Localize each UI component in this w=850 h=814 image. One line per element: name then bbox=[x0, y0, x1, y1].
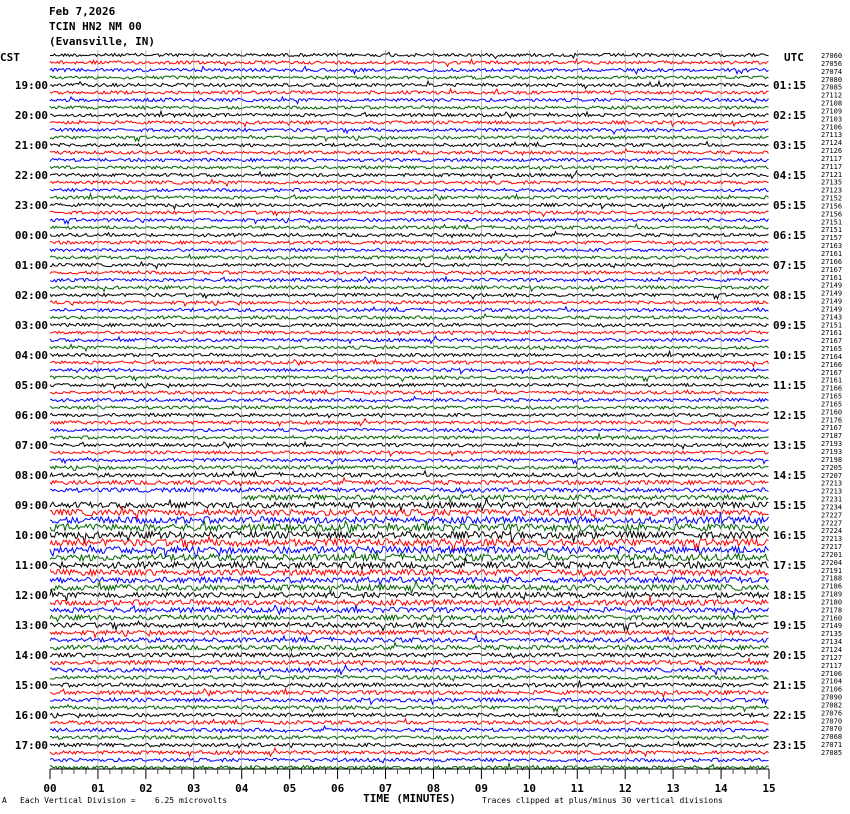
seismic-trace bbox=[50, 97, 769, 104]
trace-value-label: 27068 bbox=[821, 733, 843, 742]
seismic-trace bbox=[50, 111, 769, 118]
utc-hour-label: 20:15 bbox=[773, 649, 807, 662]
seismic-trace bbox=[50, 106, 769, 109]
utc-hour-label: 15:15 bbox=[773, 499, 807, 512]
seismic-trace bbox=[50, 59, 769, 66]
trace-value-label: 27124 bbox=[821, 139, 843, 148]
cst-hour-label: 11:00 bbox=[14, 559, 48, 572]
left-timezone-label: CST bbox=[0, 51, 20, 64]
trace-value-label: 27076 bbox=[821, 709, 843, 718]
seismic-trace bbox=[50, 630, 769, 637]
seismic-trace bbox=[50, 254, 769, 261]
seismic-trace bbox=[50, 203, 769, 208]
seismic-trace bbox=[50, 643, 769, 651]
x-axis-label: TIME (MINUTES) bbox=[363, 792, 456, 805]
trace-value-label: 27121 bbox=[821, 170, 843, 179]
trace-value-label: 27189 bbox=[821, 590, 843, 599]
trace-value-label: 27103 bbox=[821, 115, 843, 124]
trace-value-label: 27193 bbox=[821, 448, 843, 456]
x-tick-label: 13 bbox=[666, 782, 680, 795]
trace-group bbox=[50, 52, 769, 770]
seismic-trace bbox=[50, 532, 769, 544]
seismic-trace bbox=[50, 232, 769, 238]
x-tick-label: 03 bbox=[187, 782, 201, 795]
trace-value-label: 27161 bbox=[821, 250, 843, 258]
trace-value-label: 27090 bbox=[821, 693, 843, 702]
seismic-trace bbox=[50, 67, 769, 74]
cst-hour-label: 07:00 bbox=[14, 439, 48, 452]
seismic-trace bbox=[50, 742, 769, 748]
trace-value-label: 27085 bbox=[821, 748, 843, 757]
x-tick-label: 02 bbox=[139, 782, 153, 795]
utc-hour-label: 21:15 bbox=[773, 679, 807, 692]
utc-hour-label: 03:15 bbox=[773, 139, 807, 152]
trace-value-label: 27187 bbox=[821, 432, 843, 441]
cst-hour-label: 12:00 bbox=[14, 589, 48, 602]
seismic-trace bbox=[50, 277, 769, 283]
seismic-trace bbox=[50, 478, 769, 486]
trace-value-label: 27198 bbox=[821, 455, 843, 464]
seismic-trace bbox=[50, 577, 769, 585]
seismic-trace bbox=[50, 331, 769, 335]
trace-value-label: 27152 bbox=[821, 194, 843, 203]
trace-value-label: 27135 bbox=[821, 630, 843, 639]
utc-hour-label: 19:15 bbox=[773, 619, 807, 632]
trace-value-label: 27106 bbox=[821, 123, 843, 132]
seismic-trace bbox=[50, 419, 769, 426]
seismic-trace bbox=[50, 218, 769, 224]
seismic-trace bbox=[50, 179, 769, 186]
trace-value-label: 27149 bbox=[821, 289, 843, 298]
seismic-trace bbox=[50, 434, 769, 440]
x-tick-label: 08 bbox=[426, 782, 441, 795]
seismic-trace bbox=[50, 488, 769, 493]
trace-value-label: 27160 bbox=[821, 614, 843, 623]
seismic-trace bbox=[50, 300, 769, 306]
utc-hour-label: 04:15 bbox=[773, 169, 807, 182]
trace-value-label: 27151 bbox=[821, 218, 843, 227]
seismic-trace bbox=[50, 736, 769, 740]
seismic-trace bbox=[50, 89, 769, 94]
trace-value-label: 27166 bbox=[821, 360, 843, 369]
trace-value-label: 27176 bbox=[821, 416, 843, 425]
trace-value-label: 27224 bbox=[821, 527, 843, 536]
trace-value-label: 27204 bbox=[821, 558, 843, 567]
trace-value-label: 27234 bbox=[821, 503, 843, 512]
trace-value-label: 27166 bbox=[821, 257, 843, 266]
cst-hour-label: 13:00 bbox=[14, 619, 48, 632]
seismic-trace bbox=[50, 521, 769, 534]
utc-hour-label: 17:15 bbox=[773, 559, 807, 572]
trace-value-label: 27082 bbox=[821, 701, 843, 710]
trace-value-label: 27151 bbox=[821, 321, 843, 330]
seismic-trace bbox=[50, 665, 769, 675]
cst-hour-label: 19:00 bbox=[14, 79, 48, 92]
trace-value-label: 27193 bbox=[821, 440, 843, 449]
trace-value-label: 27149 bbox=[821, 281, 843, 290]
seismic-trace bbox=[50, 344, 769, 351]
x-tick-label: 09 bbox=[474, 782, 489, 795]
seismic-trace bbox=[50, 262, 769, 269]
seismic-trace bbox=[50, 210, 769, 216]
trace-value-label: 27135 bbox=[821, 178, 843, 187]
trace-value-label: 27117 bbox=[821, 661, 843, 670]
trace-value-label: 27157 bbox=[821, 234, 843, 243]
x-tick-label: 07 bbox=[378, 782, 393, 795]
trace-value-label: 27127 bbox=[821, 653, 843, 662]
seismic-trace bbox=[50, 351, 769, 357]
cst-hour-label: 04:00 bbox=[14, 349, 48, 362]
cst-hour-label: 02:00 bbox=[14, 289, 48, 302]
trace-value-label: 27126 bbox=[821, 147, 843, 156]
x-tick-label: 00 bbox=[43, 782, 57, 795]
utc-hour-label: 23:15 bbox=[773, 739, 807, 752]
seismic-trace bbox=[50, 466, 769, 471]
trace-value-label: 27112 bbox=[821, 91, 843, 100]
cst-hour-label: 05:00 bbox=[14, 379, 48, 392]
seismic-trace bbox=[50, 269, 769, 275]
trace-value-label: 27134 bbox=[821, 638, 843, 647]
trace-value-label: 27108 bbox=[821, 99, 843, 108]
x-tick-label: 14 bbox=[714, 782, 728, 795]
utc-hour-label: 22:15 bbox=[773, 709, 807, 722]
seismic-trace bbox=[50, 615, 769, 623]
seismic-trace bbox=[50, 323, 769, 327]
trace-value-label: 27191 bbox=[821, 566, 843, 575]
seismic-trace bbox=[50, 451, 769, 456]
cst-hour-label: 21:00 bbox=[14, 139, 48, 152]
utc-hour-label: 14:15 bbox=[773, 469, 807, 482]
seismic-trace bbox=[50, 188, 769, 191]
utc-hour-label: 05:15 bbox=[773, 199, 807, 212]
seismic-trace bbox=[50, 120, 769, 126]
x-tick-label: 01 bbox=[91, 782, 105, 795]
seismic-trace bbox=[50, 442, 769, 449]
seismic-trace bbox=[50, 406, 769, 410]
trace-value-label: 27149 bbox=[821, 305, 843, 314]
trace-value-label: 27151 bbox=[821, 226, 843, 235]
seismic-trace bbox=[50, 689, 769, 697]
cst-hour-label: 23:00 bbox=[14, 199, 48, 212]
seismic-trace bbox=[50, 758, 769, 763]
utc-hour-label: 16:15 bbox=[773, 529, 807, 542]
cst-hour-label: 14:00 bbox=[14, 649, 48, 662]
seismic-trace bbox=[50, 506, 769, 519]
trace-value-label: 27123 bbox=[821, 186, 843, 195]
right-timezone-label: UTC bbox=[784, 51, 804, 64]
trace-value-label: 27117 bbox=[821, 162, 843, 171]
seismic-trace bbox=[50, 149, 769, 155]
trace-value-label: 27104 bbox=[821, 677, 843, 686]
x-tick-label: 10 bbox=[522, 782, 536, 795]
seismic-trace bbox=[50, 590, 769, 601]
station-location: (Evansville, IN) bbox=[49, 35, 155, 48]
trace-value-label: 27161 bbox=[821, 329, 843, 338]
trace-value-label: 27231 bbox=[821, 495, 843, 504]
trace-value-label: 27201 bbox=[821, 550, 843, 559]
trace-value-label: 27217 bbox=[821, 543, 843, 552]
cst-hour-label: 03:00 bbox=[14, 319, 48, 332]
trace-value-label: 27117 bbox=[821, 154, 843, 163]
seismic-trace bbox=[50, 458, 769, 464]
trace-value-label: 27186 bbox=[821, 582, 843, 591]
plot-date: Feb 7,2026 bbox=[49, 5, 116, 18]
seismic-trace bbox=[50, 158, 769, 162]
seismic-trace bbox=[50, 748, 769, 756]
seismic-trace bbox=[50, 713, 769, 718]
seismic-trace bbox=[50, 596, 769, 606]
trace-value-label: 27163 bbox=[821, 242, 843, 251]
utc-hour-label: 06:15 bbox=[773, 229, 807, 242]
cst-hour-label: 09:00 bbox=[14, 499, 48, 512]
trace-value-label: 27165 bbox=[821, 392, 843, 401]
cst-hour-label: 17:00 bbox=[14, 739, 48, 752]
seismic-trace bbox=[50, 128, 769, 134]
clip-note: Traces clipped at plus/minus 30 vertical divisions bbox=[482, 796, 723, 805]
trace-value-label: 27178 bbox=[821, 606, 843, 615]
trace-value-label: 27056 bbox=[821, 59, 843, 68]
seismic-trace bbox=[50, 383, 769, 388]
seismic-trace bbox=[50, 307, 769, 312]
trace-value-label: 27124 bbox=[821, 646, 843, 654]
utc-hour-label: 08:15 bbox=[773, 289, 807, 302]
seismic-trace bbox=[50, 52, 769, 58]
trace-value-label: 27167 bbox=[821, 265, 843, 274]
utc-hour-label: 11:15 bbox=[773, 379, 807, 392]
trace-value-label: 27149 bbox=[821, 297, 843, 306]
seismic-trace bbox=[50, 397, 769, 403]
seismic-trace bbox=[50, 389, 769, 394]
trace-value-label: 27085 bbox=[821, 83, 843, 92]
trace-value-label: 27166 bbox=[821, 384, 843, 393]
cst-hour-label: 20:00 bbox=[14, 109, 48, 122]
seismic-trace bbox=[50, 359, 769, 366]
station-code: TCIN HN2 NM 00 bbox=[49, 20, 142, 33]
seismic-trace bbox=[50, 314, 769, 320]
trace-value-label: 27113 bbox=[821, 131, 843, 140]
seismic-trace bbox=[50, 471, 769, 477]
seismic-trace bbox=[50, 719, 769, 725]
seismic-trace bbox=[50, 676, 769, 681]
seismic-trace bbox=[50, 248, 769, 252]
cst-hour-label: 10:00 bbox=[14, 529, 48, 542]
cst-hour-label: 22:00 bbox=[14, 169, 48, 182]
scale-note: Each Vertical Division = 6.25 microvolts bbox=[20, 796, 228, 805]
trace-value-label: 27180 bbox=[821, 598, 843, 607]
seismic-trace bbox=[50, 76, 769, 79]
utc-hour-label: 12:15 bbox=[773, 409, 807, 422]
trace-value-label: 27165 bbox=[821, 345, 843, 354]
seismic-trace bbox=[50, 580, 769, 593]
seismic-trace bbox=[50, 224, 769, 229]
seismic-trace bbox=[50, 142, 769, 147]
trace-value-label: 27080 bbox=[821, 75, 843, 84]
trace-value-label: 27156 bbox=[821, 210, 843, 219]
utc-hour-label: 02:15 bbox=[773, 109, 807, 122]
seismic-trace bbox=[50, 368, 769, 373]
trace-value-label: 27165 bbox=[821, 400, 843, 409]
trace-value-label: 27213 bbox=[821, 479, 843, 488]
x-tick-label: 12 bbox=[618, 782, 632, 795]
trace-value-label: 27071 bbox=[821, 741, 843, 750]
seismic-trace bbox=[50, 498, 769, 511]
seismic-trace bbox=[50, 605, 769, 616]
trace-value-label: 27227 bbox=[821, 519, 843, 528]
seismic-trace bbox=[50, 512, 769, 524]
seismic-trace bbox=[50, 698, 769, 704]
trace-value-label: 27207 bbox=[821, 471, 843, 480]
seismic-trace bbox=[50, 293, 769, 299]
seismic-trace bbox=[50, 705, 769, 712]
utc-hour-label: 18:15 bbox=[773, 589, 807, 602]
cst-hour-label: 06:00 bbox=[14, 409, 48, 422]
seismic-trace bbox=[50, 428, 769, 432]
trace-value-label: 27188 bbox=[821, 574, 843, 583]
seismic-trace bbox=[242, 495, 769, 502]
seismic-trace bbox=[50, 135, 769, 141]
seismic-trace bbox=[50, 653, 769, 658]
seismic-trace bbox=[50, 681, 769, 688]
x-tick-label: 05 bbox=[283, 782, 297, 795]
cst-hour-label: 00:00 bbox=[14, 229, 48, 242]
seismic-trace bbox=[50, 241, 769, 245]
trace-value-label: 27161 bbox=[821, 273, 843, 282]
trace-value-label: 27060 bbox=[821, 52, 843, 60]
trace-value-label: 27161 bbox=[821, 376, 843, 385]
trace-value-label: 27149 bbox=[821, 622, 843, 631]
seismic-trace bbox=[50, 171, 769, 178]
trace-value-label: 27160 bbox=[821, 408, 843, 417]
trace-value-label: 27164 bbox=[821, 352, 843, 361]
cst-hour-label: 08:00 bbox=[14, 469, 48, 482]
seismic-trace bbox=[50, 545, 769, 557]
cst-hour-label: 15:00 bbox=[14, 679, 48, 692]
trace-value-label: 27156 bbox=[821, 202, 843, 211]
corner-mark: A bbox=[2, 796, 7, 805]
trace-value-label: 27167 bbox=[821, 337, 843, 346]
seismic-trace bbox=[50, 550, 769, 560]
utc-hour-label: 01:15 bbox=[773, 79, 807, 92]
seismic-trace bbox=[50, 659, 769, 666]
trace-value-label: 27143 bbox=[821, 313, 843, 322]
trace-value-label: 27213 bbox=[821, 487, 843, 496]
seismic-trace bbox=[50, 375, 769, 381]
hour-labels bbox=[0, 51, 842, 757]
seismic-trace bbox=[50, 412, 769, 418]
x-tick-label: 15 bbox=[762, 782, 776, 795]
utc-hour-label: 10:15 bbox=[773, 349, 807, 362]
trace-value-label: 27213 bbox=[821, 535, 843, 544]
seismic-trace bbox=[50, 286, 769, 291]
seismic-trace bbox=[50, 194, 769, 201]
seismic-trace bbox=[50, 336, 769, 343]
trace-value-label: 27106 bbox=[821, 669, 843, 678]
seismic-trace bbox=[50, 726, 769, 733]
x-tick-label: 04 bbox=[235, 782, 249, 795]
cst-hour-label: 16:00 bbox=[14, 709, 48, 722]
x-tick-label: 06 bbox=[330, 782, 345, 795]
trace-value-label: 27167 bbox=[821, 424, 843, 433]
cst-hour-label: 01:00 bbox=[14, 259, 48, 272]
x-tick-label: 11 bbox=[570, 782, 584, 795]
trace-value-label: 27074 bbox=[821, 67, 843, 76]
utc-hour-label: 07:15 bbox=[773, 259, 807, 272]
seismic-trace bbox=[50, 81, 769, 88]
seismic-trace bbox=[50, 166, 769, 170]
trace-value-label: 27109 bbox=[821, 107, 843, 116]
seismic-trace bbox=[50, 570, 769, 577]
utc-hour-label: 13:15 bbox=[773, 439, 807, 452]
trace-value-label: 27070 bbox=[821, 717, 843, 726]
trace-value-label: 27070 bbox=[821, 725, 843, 734]
trace-value-label: 27106 bbox=[821, 685, 843, 694]
trace-value-label: 27227 bbox=[821, 511, 843, 520]
trace-value-label: 27167 bbox=[821, 368, 843, 377]
seismic-trace bbox=[50, 635, 769, 642]
seismic-trace bbox=[50, 621, 769, 631]
utc-hour-label: 09:15 bbox=[773, 319, 807, 332]
trace-value-label: 27205 bbox=[821, 463, 843, 472]
